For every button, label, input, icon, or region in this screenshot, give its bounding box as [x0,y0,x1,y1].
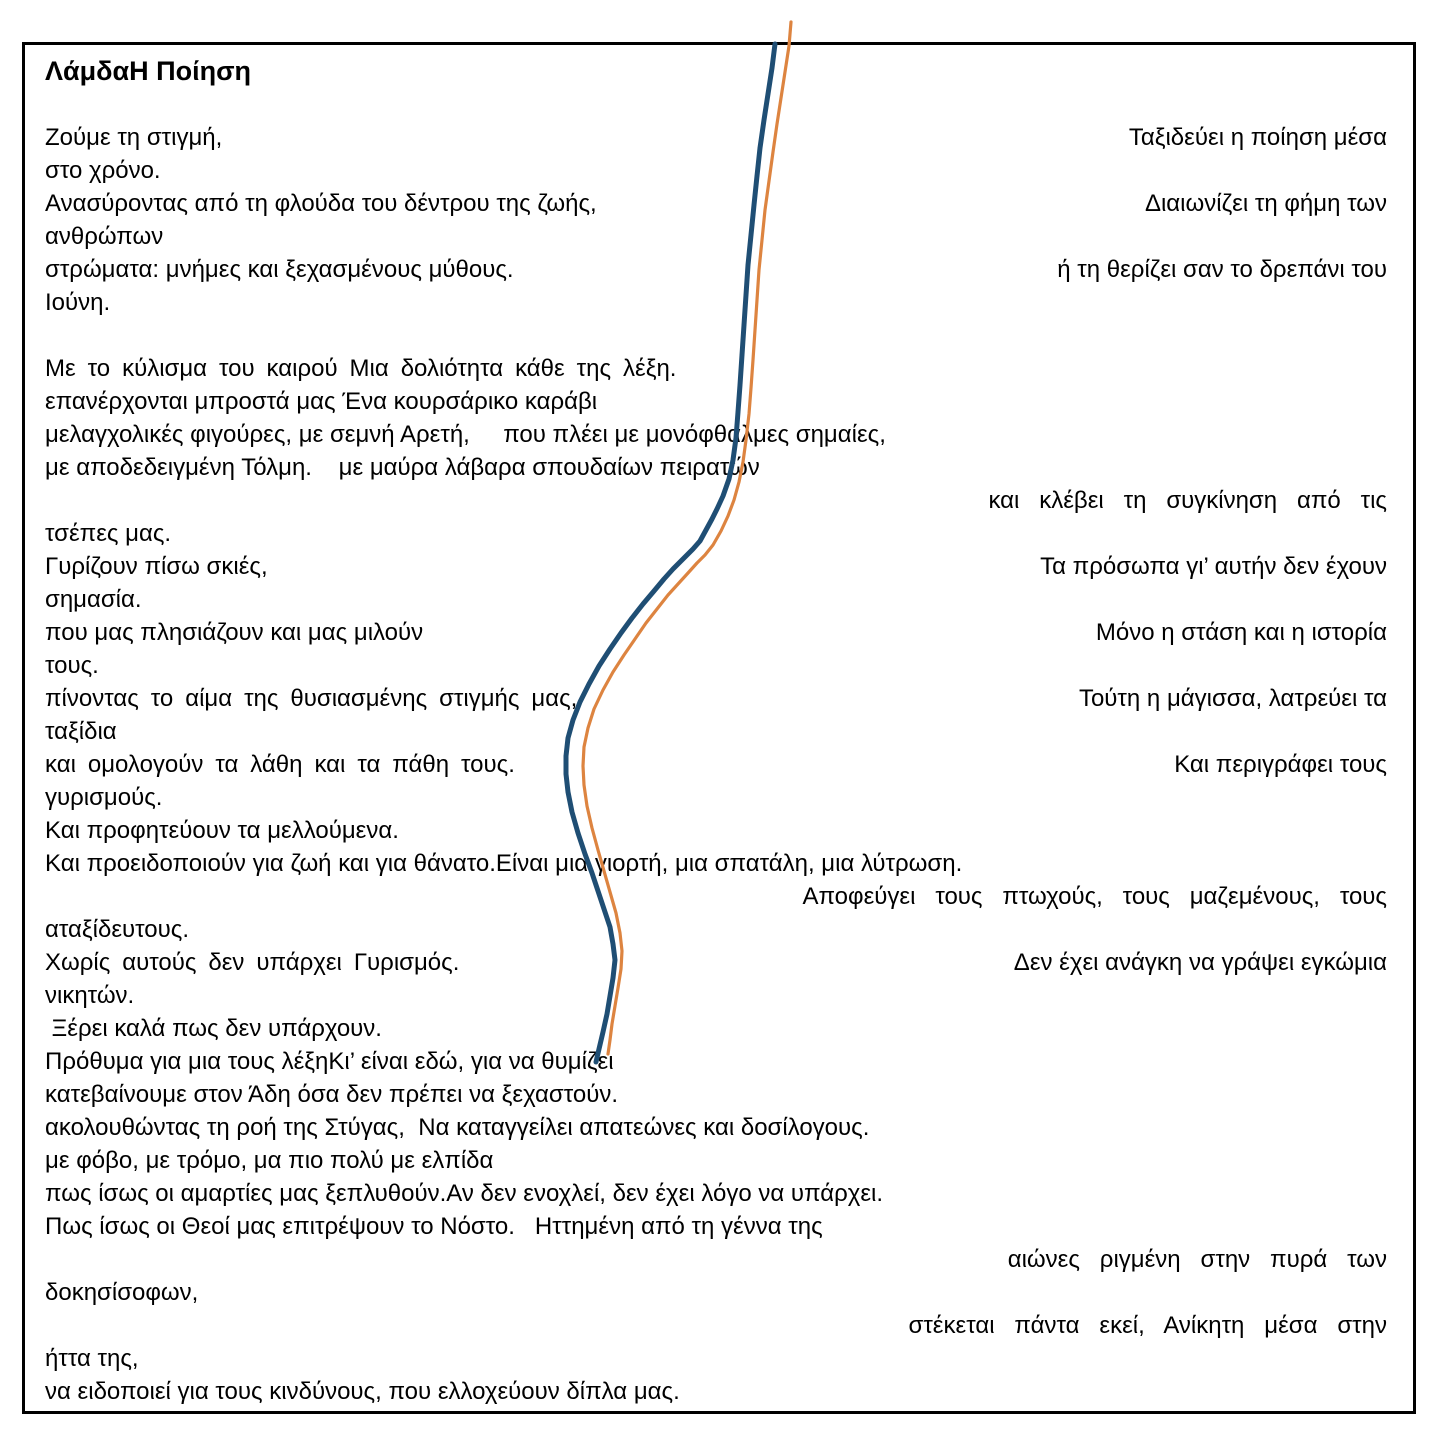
poem-line-left-text: Ιούνη. [45,289,111,316]
poem-line-left-text: Πως ίσως οι Θεοί μας επιτρέψουν το Νόστο. Ηττημένη από τη γέννα της [45,1213,823,1240]
poem-line [45,616,1387,649]
poem-line [45,715,1387,748]
poem-line-left-text: επανέρχονται μπροστά μας Ένα κουρσάρικο καράβι [45,388,598,415]
poem-line-left-text: που μας πλησιάζουν και μας μιλούν [45,619,424,646]
poem-line-right-text: αιώνες ριγμένη στην πυρά των [1007,1246,1387,1273]
poem-line [45,1276,1387,1309]
poem-line-left-text: και ομολογούν τα λάθη και τα πάθη τους. [45,751,515,778]
poem-line-left-text: Και προφητεύουν τα μελλούμενα. [45,817,399,844]
poem-line [45,1144,1387,1177]
poem-line-left-text: ανθρώπων [45,223,164,250]
poem-line [45,880,1387,913]
poem-line-left-text: να ειδοποιεί για τους κινδύνους, που ελλοχεύουν δίπλα μας. [45,1378,680,1405]
poem-line [45,1177,1387,1210]
poem-line [45,781,1387,814]
poem-line-left-text: Πρόθυμα για μια τους λέξηΚι’ είναι εδώ, για να θυμίζει [45,1048,614,1075]
poem-line [45,1342,1387,1375]
poem-line [45,583,1387,616]
poem-line-left-text: μελαγχολικές φιγούρες, με σεμνή Αρετή, που πλέει με μονόφθαλμες σημαίες, [45,421,886,448]
poem-line-left-text: Ανασύροντας από τη φλούδα του δέντρου της ζωής, [45,190,597,217]
poem-line-left-text: δοκησίσοφων, [45,1279,199,1306]
poem-body [45,121,1387,1408]
poem-line-left-text: πίνοντας το αίμα της θυσιασμένης στιγμής μας, [45,685,578,712]
poem-line-left-text: Γυρίζουν πίσω σκιές, [45,553,268,580]
poem-line [45,1078,1387,1111]
poem-line [45,1012,1387,1045]
poem-line-right-text: Δεν έχει ανάγκη να γράψει εγκώμια [1013,949,1387,976]
poem-line-right-text: Αποφεύγει τους πτωχούς, τους μαζεμένους, τους [802,883,1387,910]
poem-line-left-text: Με το κύλισμα του καιρού Μια δολιότητα κάθε της λέξη. [45,355,677,382]
poem-line [45,649,1387,682]
page-title: ΛάμδαΗ Ποίηση [45,56,252,86]
poem-line-right-text: Τα πρόσωπα γι’ αυτήν δεν έχουν [1040,553,1387,580]
poem-line-left-text: κατεβαίνουμε στον Άδη όσα δεν πρέπει να ξεχαστούν. [45,1081,618,1108]
poem-line-left-text: με φόβο, με τρόμο, μα πιο πολύ με ελπίδα [45,1147,494,1174]
poem-line-left-text: Χωρίς αυτούς δεν υπάρχει Γυρισμός. [45,949,460,976]
poem-line-left-text: στο χρόνο. [45,157,161,184]
poem-line [45,121,1387,154]
poem-line-left-text: ήττα της, [45,1345,139,1372]
poem-line-right-text: ή τη θερίζει σαν το δρεπάνι του [1057,256,1387,283]
poem-line [45,1045,1387,1078]
poem-line [45,979,1387,1012]
poem-line [45,682,1387,715]
poem-line [45,1375,1387,1408]
poem-line-left-text: ταξίδια [45,718,117,745]
poem-line [45,319,1387,352]
poem-line-right-text: Ταξιδεύει η ποίηση μέσα [1128,124,1387,151]
poem-line [45,1210,1387,1243]
poem-line [45,451,1387,484]
document-page [22,42,1416,1414]
poem-line-right-text: Μόνο η στάση και η ιστορία [1095,619,1387,646]
poem-line-left-text: τους. [45,652,99,679]
poem-line-right-text: στέκεται πάντα εκεί, Ανίκητη μέσα στην [908,1312,1387,1339]
poem-line-right-text: Τούτη η μάγισσα, λατρεύει τα [1078,685,1387,712]
poem-line-left-text: αταξίδευτους. [45,916,189,943]
poem-line [45,286,1387,319]
poem-line [45,946,1387,979]
poem-line-left-text: Και προειδοποιούν για ζωή και για θάνατο.Είναι μια γιορτή, μια σπατάλη, μια λύτρωση. [45,850,963,877]
poem-line [45,550,1387,583]
poem-line [45,1111,1387,1144]
poem-line [45,187,1387,220]
poem-line [45,220,1387,253]
poem-line-left-text: Ζούμε τη στιγμή, [45,124,223,151]
poem-line-left-text: Ξέρει καλά πως δεν υπάρχουν. [45,1015,382,1042]
poem-line [45,1243,1387,1276]
poem-line-right-text: και κλέβει τη συγκίνηση από τις [988,487,1387,514]
poem-line-left-text: ακολουθώντας τη ροή της Στύγας, Να καταγγείλει απατεώνες και δοσίλογους. [45,1114,870,1141]
poem-line-left-text: τσέπες μας. [45,520,172,547]
poem-line [45,385,1387,418]
poem-line [45,814,1387,847]
poem-line [45,517,1387,550]
poem-line-right-text: Και περιγράφει τους [1174,751,1387,778]
poem-line [45,1309,1387,1342]
poem-line [45,418,1387,451]
poem-line [45,913,1387,946]
poem-line-left-text: σημασία. [45,586,142,613]
poem-line [45,748,1387,781]
poem-line-right-text: Διαιωνίζει τη φήμη των [1144,190,1387,217]
poem-line-left-text: νικητών. [45,982,135,1009]
title-gap [45,89,1387,121]
poem-line [45,847,1387,880]
poem-line-left-text: πως ίσως οι αμαρτίες μας ξεπλυθούν.Αν δεν ενοχλεί, δεν έχει λόγο να υπάρχει. [45,1180,884,1207]
poem-line [45,484,1387,517]
poem-line-left-text: γυρισμούς. [45,784,163,811]
poem-line [45,352,1387,385]
poem-line-left-text: στρώματα: μνήμες και ξεχασμένους μύθους. [45,256,514,283]
poem-line-left-text: με αποδεδειγμένη Τόλμη. με μαύρα λάβαρα σπουδαίων πειρατών [45,454,760,481]
poem-line [45,253,1387,286]
poem-line [45,154,1387,187]
